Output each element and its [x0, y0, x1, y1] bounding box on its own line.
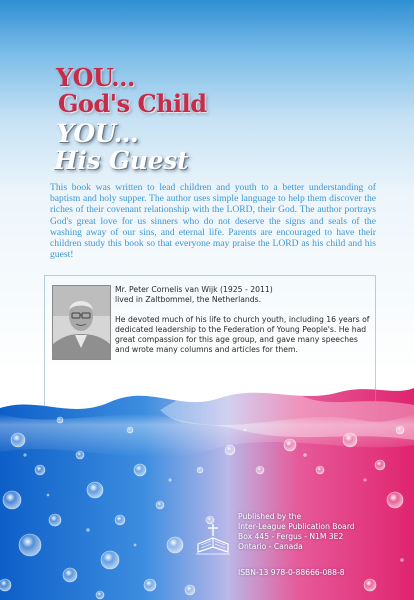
publisher-line-1: Published by the	[238, 512, 302, 521]
author-name-line: Mr. Peter Cornelis van Wijk (1925 - 2011)	[115, 285, 273, 294]
publisher-line-4: Ontario - Canada	[238, 542, 303, 551]
publisher-info	[238, 512, 408, 552]
title-line-you-1: YOU...	[56, 63, 135, 92]
author-bio	[115, 285, 373, 355]
title-line-you-2: YOU...	[56, 119, 139, 148]
author-photo	[52, 285, 111, 360]
title-line-gods-child: God's Child	[58, 89, 207, 118]
isbn-number: ISBN-13 978-0-88666-088-8	[238, 568, 345, 577]
title-line-his-guest: His Guest	[54, 146, 189, 175]
book-blurb: This book was written to lead children and youth to a better understanding of baptism and holy supper. The author uses simple language to help them discover the riches of their covenant relationship with the LORD, their God. The author portrays God's great love for us sinners who do not deserve the signs and seals of the washing away of our sins, and eternal life. Parents are encouraged to have their children study this book so that everyone may praise the LORD as his child and his guest!	[50, 182, 376, 261]
author-bio-text: He devoted much of his life to church youth, including 16 years of dedicated leadership to the Federation of Young People's. He had great compassion for this age group, and gave many speeches and wrote many columns and articles for them.	[115, 315, 370, 354]
publisher-logo	[194, 522, 232, 556]
author-residence-line: lived in Zaltbommel, the Netherlands.	[115, 295, 262, 304]
publisher-line-2: Inter-League Publication Board	[238, 522, 355, 531]
publisher-line-3: Box 445 - Fergus - N1M 3E2	[238, 532, 344, 541]
